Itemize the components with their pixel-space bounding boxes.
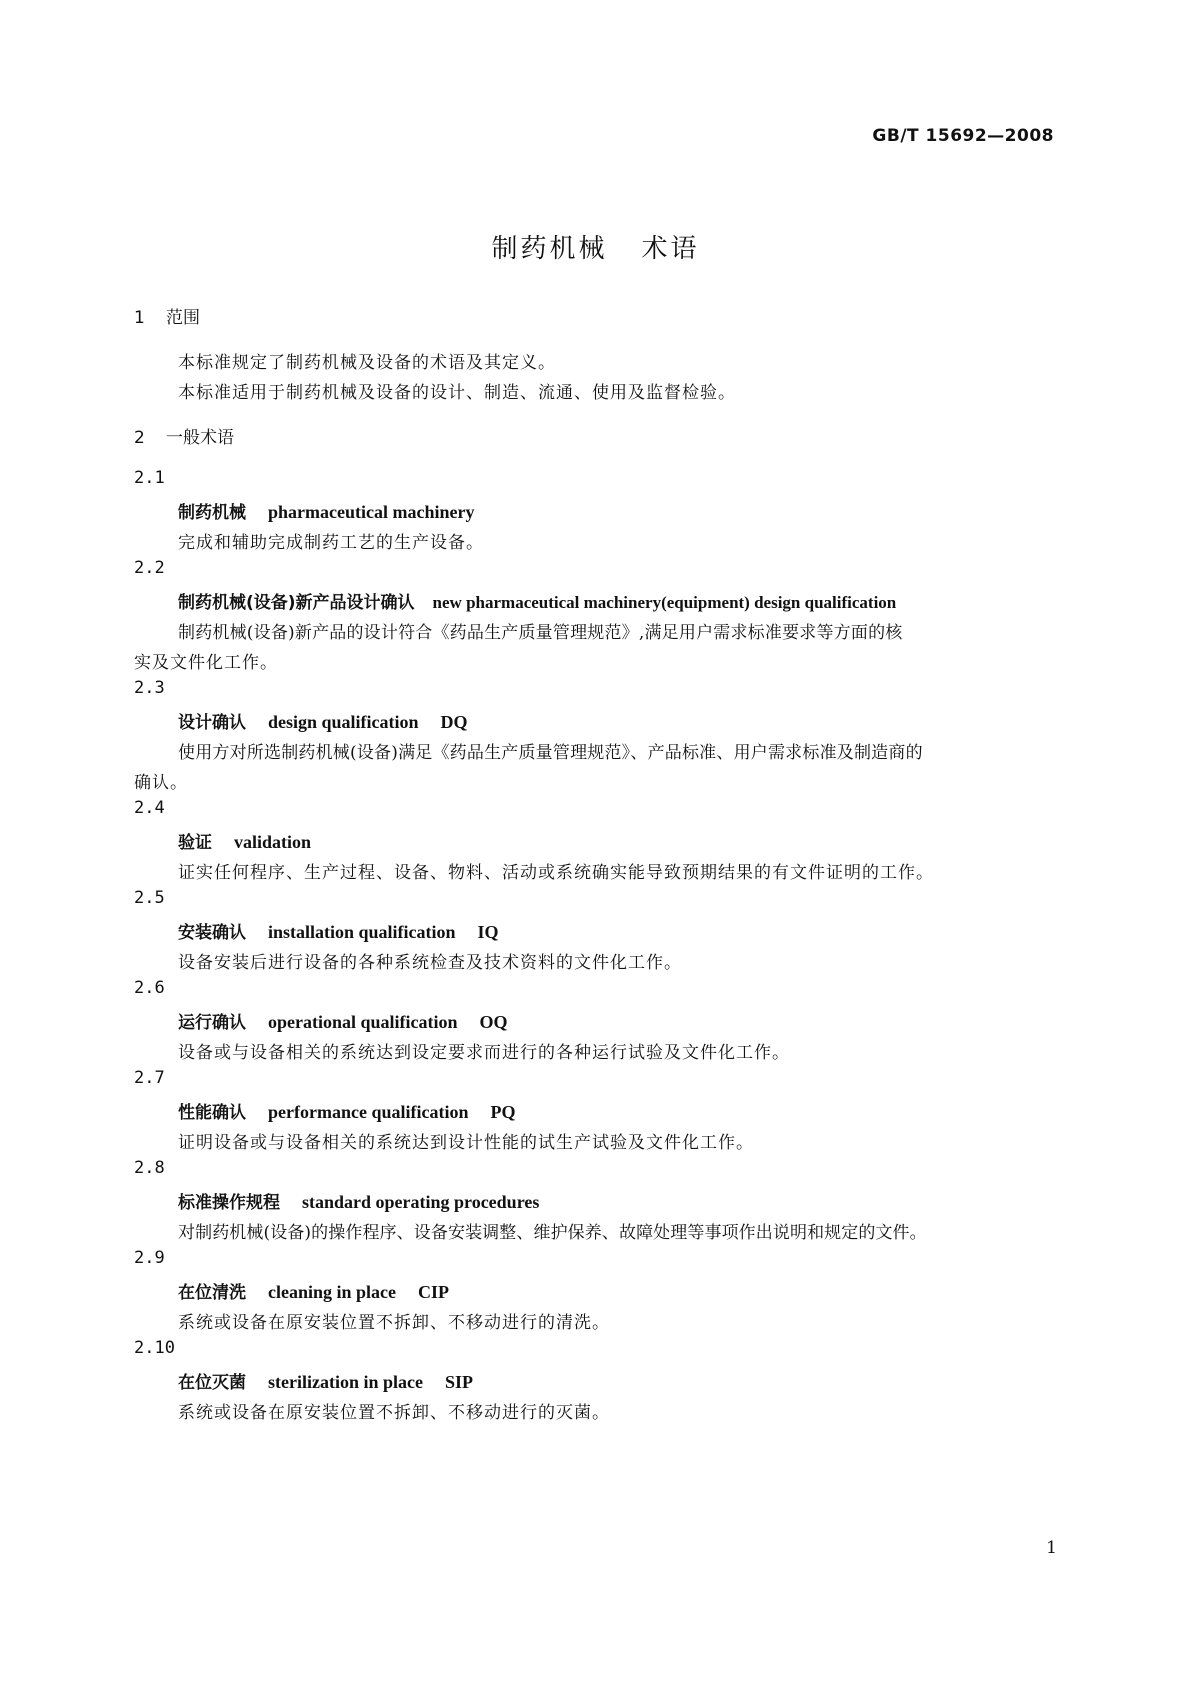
term-english: pharmaceutical machinery xyxy=(268,502,475,522)
term-definition: 系统或设备在原安装位置不拆卸、不移动进行的灭菌。 xyxy=(178,1403,610,1423)
section-title: 一般术语 xyxy=(166,428,234,448)
term-chinese: 安装确认 xyxy=(178,923,246,943)
clause-number: 2.3 xyxy=(134,678,165,698)
scope-paragraph: 本标准适用于制药机械及设备的设计、制造、流通、使用及监督检验。 xyxy=(178,383,736,403)
term-chinese: 制药机械 xyxy=(178,503,246,523)
term-english: new pharmaceutical machinery(equipment) design qualification xyxy=(432,593,897,612)
section-title: 范围 xyxy=(166,308,200,328)
term-abbreviation: SIP xyxy=(444,1372,473,1392)
term-abbreviation: OQ xyxy=(479,1012,508,1032)
term-entry xyxy=(178,498,474,523)
term-definition: 系统或设备在原安装位置不拆卸、不移动进行的清洗。 xyxy=(178,1313,610,1333)
term-entry xyxy=(178,1188,539,1213)
clause-number: 2.2 xyxy=(134,558,165,578)
term-abbreviation: DQ xyxy=(440,712,468,732)
term-entry xyxy=(178,828,311,853)
term-entry xyxy=(178,708,468,733)
document-title xyxy=(0,228,1191,265)
term-definition-continued: 实及文件化工作。 xyxy=(134,653,278,673)
scope-paragraph: 本标准规定了制药机械及设备的术语及其定义。 xyxy=(178,353,556,373)
term-english: performance qualification xyxy=(268,1102,469,1122)
term-english: validation xyxy=(234,832,312,852)
term-english: standard operating procedures xyxy=(302,1192,540,1212)
term-entry xyxy=(178,1368,473,1393)
term-chinese: 制药机械(设备)新产品设计确认 xyxy=(178,593,415,613)
term-entry xyxy=(178,588,896,613)
term-definition: 证实任何程序、生产过程、设备、物料、活动或系统确实能导致预期结果的有文件证明的工作。 xyxy=(178,863,934,883)
clause-number: 2.7 xyxy=(134,1068,165,1088)
section-heading-general-terms xyxy=(134,423,234,448)
term-abbreviation: IQ xyxy=(477,922,499,942)
page-number: 1 xyxy=(1046,1538,1057,1558)
term-english: cleaning in place xyxy=(268,1282,397,1302)
term-definition: 设备安装后进行设备的各种系统检查及技术资料的文件化工作。 xyxy=(178,953,682,973)
term-english: operational qualification xyxy=(268,1012,458,1032)
section-heading-scope xyxy=(134,303,200,328)
term-chinese: 在位清洗 xyxy=(178,1283,246,1303)
term-chinese: 验证 xyxy=(178,833,212,853)
title-part2: 术语 xyxy=(641,234,700,264)
term-entry xyxy=(178,1098,515,1123)
term-english: installation qualification xyxy=(268,922,456,942)
term-entry xyxy=(178,1278,449,1303)
term-definition: 制药机械(设备)新产品的设计符合《药品生产质量管理规范》,满足用户需求标准要求等方面的核 xyxy=(178,623,903,643)
section-number: 1 xyxy=(134,308,145,328)
term-definition: 对制药机械(设备)的操作程序、设备安装调整、维护保养、故障处理等事项作出说明和规定的文件。 xyxy=(178,1223,927,1243)
term-definition-continued: 确认。 xyxy=(134,773,188,793)
clause-number: 2.5 xyxy=(134,888,165,908)
clause-number: 2.9 xyxy=(134,1248,165,1268)
term-definition: 证明设备或与设备相关的系统达到设计性能的试生产试验及文件化工作。 xyxy=(178,1133,754,1153)
term-chinese: 运行确认 xyxy=(178,1013,246,1033)
clause-number: 2.8 xyxy=(134,1158,165,1178)
term-abbreviation: PQ xyxy=(490,1102,516,1122)
standard-code: GB/T 15692—2008 xyxy=(872,126,1054,146)
term-definition: 设备或与设备相关的系统达到设定要求而进行的各种运行试验及文件化工作。 xyxy=(178,1043,790,1063)
term-entry xyxy=(178,1008,508,1033)
clause-number: 2.4 xyxy=(134,798,165,818)
term-chinese: 标准操作规程 xyxy=(178,1193,280,1213)
term-chinese: 设计确认 xyxy=(178,713,246,733)
clause-number: 2.1 xyxy=(134,468,165,488)
term-definition: 完成和辅助完成制药工艺的生产设备。 xyxy=(178,533,484,553)
term-chinese: 在位灭菌 xyxy=(178,1373,246,1393)
term-chinese: 性能确认 xyxy=(178,1103,246,1123)
clause-number: 2.10 xyxy=(134,1338,175,1358)
clause-number: 2.6 xyxy=(134,978,165,998)
term-english: design qualification xyxy=(268,712,419,732)
term-english: sterilization in place xyxy=(268,1372,423,1392)
term-abbreviation: CIP xyxy=(418,1282,450,1302)
term-entry xyxy=(178,918,499,943)
title-part1: 制药机械 xyxy=(491,234,608,264)
section-number: 2 xyxy=(134,428,145,448)
term-definition: 使用方对所选制药机械(设备)满足《药品生产质量管理规范》、产品标准、用户需求标准及制造商的 xyxy=(178,743,923,763)
